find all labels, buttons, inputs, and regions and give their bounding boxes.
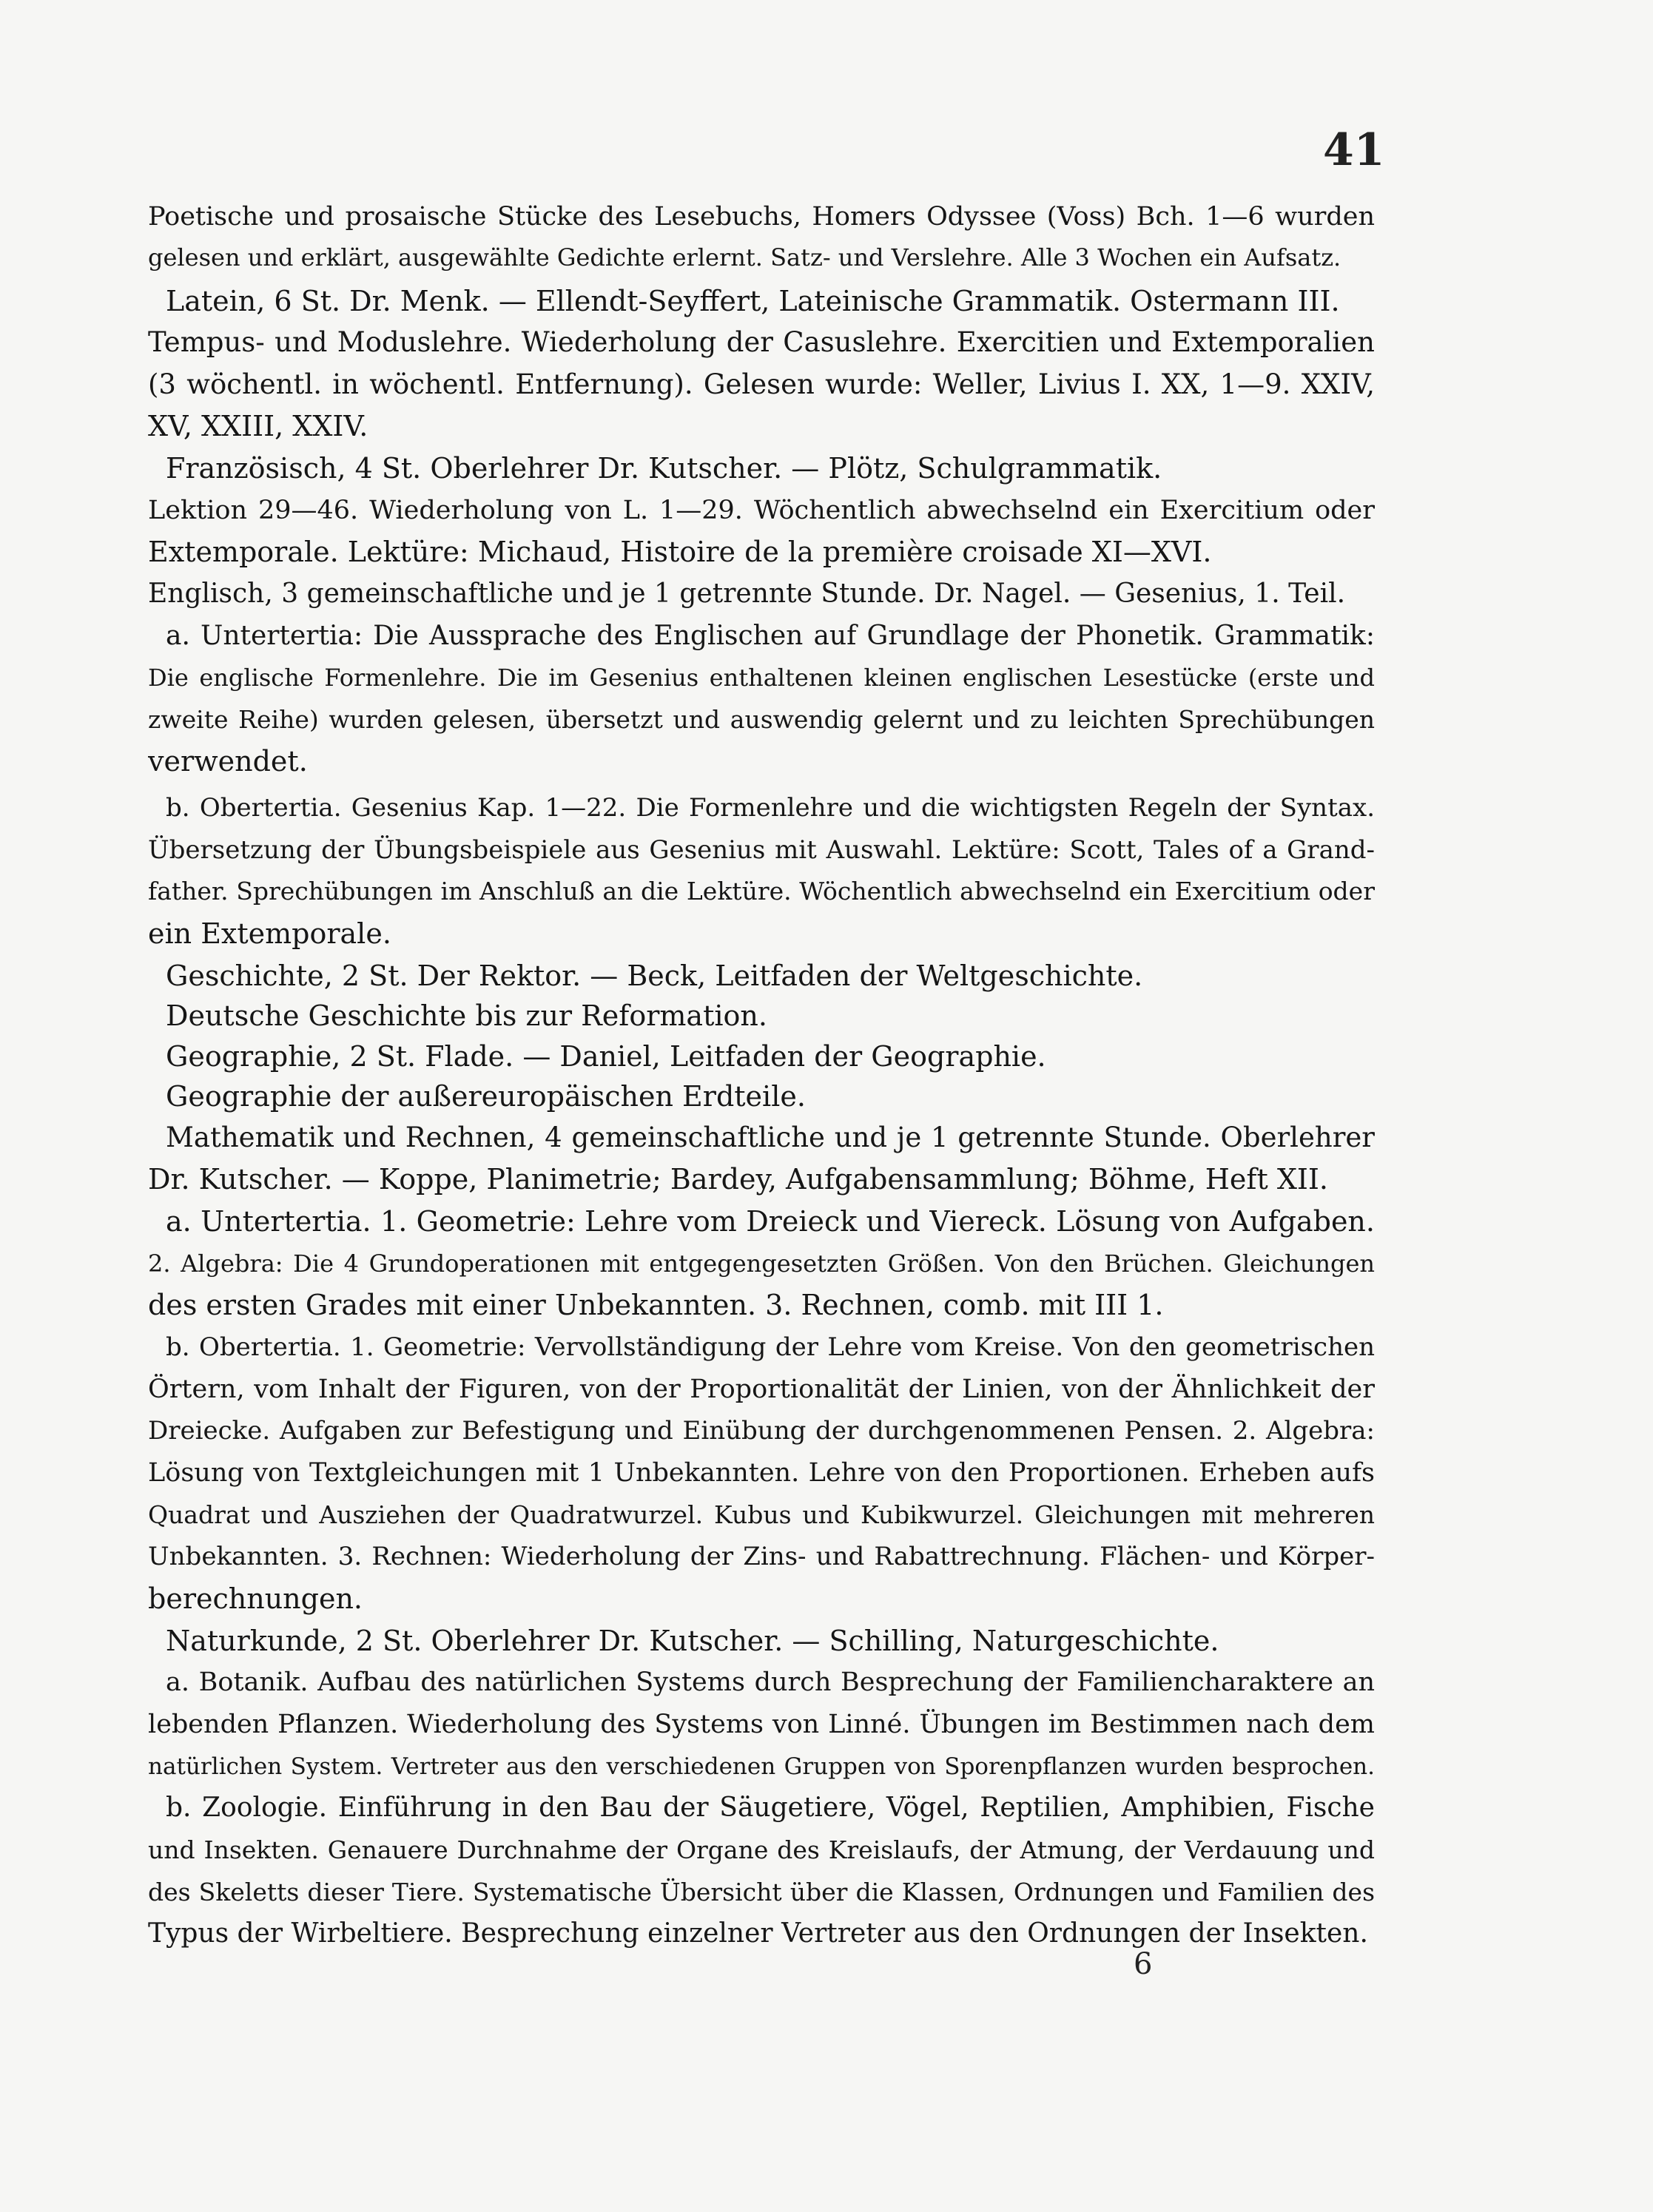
- text-line: zweite Reihe) wurden gelesen, übersetzt und auswendig gelernt und zu leichten Sprechübungen: [148, 705, 1375, 734]
- text-line: des Skeletts dieser Tiere. Systematische Übersicht über die Klassen, Ordnungen und Familien des: [148, 1878, 1375, 1906]
- text-line: berechnungen.: [148, 1582, 363, 1615]
- text-line: des ersten Grades mit einer Unbekannten. 3. Rechnen, comb. mit III 1.: [148, 1289, 1164, 1321]
- text-line: Französisch, 4 St. Oberlehrer Dr. Kutscher. — Plötz, Schulgrammatik.: [166, 452, 1162, 485]
- text-line: Unbekannten. 3. Rechnen: Wiederholung der Zins- und Rabattrechnung. Flächen- und Körper-: [148, 1542, 1375, 1571]
- text-line: Deutsche Geschichte bis zur Reformation.: [166, 999, 767, 1032]
- text-line: Örtern, vom Inhalt der Figuren, von der Proportionalität der Linien, von der Ähnlichkeit der: [148, 1375, 1375, 1404]
- text-line: verwendet.: [148, 745, 308, 778]
- text-line: Quadrat und Ausziehen der Quadratwurzel. Kubus und Kubikwurzel. Gleichungen mit mehreren: [148, 1500, 1375, 1529]
- text-line: Dr. Kutscher. — Koppe, Planimetrie; Bardey, Aufgabensammlung; Böhme, Heft XII.: [148, 1163, 1328, 1196]
- text-line: Poetische und prosaische Stücke des Lesebuchs, Homers Odyssee (Voss) Bch. 1—6 wurden: [148, 202, 1375, 232]
- text-line: (3 wöchentl. in wöchentl. Entfernung). Gelesen wurde: Weller, Livius I. XX, 1—9. XXIV,: [148, 368, 1375, 400]
- text-line: b. Obertertia. Gesenius Kap. 1—22. Die Formenlehre und die wichtigsten Regeln der Syntax.: [166, 793, 1375, 823]
- text-line: Übersetzung der Übungsbeispiele aus Gesenius mit Auswahl. Lektüre: Scott, Tales of a Grand-: [148, 835, 1375, 865]
- text-line: ein Extemporale.: [148, 917, 391, 950]
- text-line: a. Untertertia. 1. Geometrie: Lehre vom Dreieck und Viereck. Lösung von Aufgaben.: [166, 1205, 1375, 1238]
- text-line: Die englische Formenlehre. Die im Gesenius enthaltenen kleinen englischen Lesestücke (erste und: [148, 664, 1375, 692]
- text-line: gelesen und erklärt, ausgewählte Gedichte erlernt. Satz- und Verslehre. Alle 3 Wochen ein Aufsatz.: [148, 243, 1341, 272]
- text-line: lebenden Pflanzen. Wiederholung des Systems von Linné. Übungen im Bestimmen nach dem: [148, 1710, 1375, 1739]
- text-line: Lösung von Textgleichungen mit 1 Unbekannten. Lehre von den Proportionen. Erheben aufs: [148, 1458, 1375, 1488]
- text-line: a. Untertertia: Die Aussprache des Englischen auf Grundlage der Phonetik. Grammatik:: [166, 621, 1375, 651]
- text-line: Extemporale. Lektüre: Michaud, Histoire de la première croisade XI—XVI.: [148, 536, 1212, 568]
- page-number: 41: [1323, 124, 1385, 176]
- text-line: XV, XXIII, XXIV.: [148, 410, 368, 442]
- text-line: Dreiecke. Aufgaben zur Befestigung und Einübung der durchgenommenen Pensen. 2. Algebra:: [148, 1416, 1375, 1446]
- text-line: natürlichen System. Vertreter aus den verschiedenen Gruppen von Sporenpflanzen wurden besprochen.: [148, 1753, 1375, 1780]
- text-line: Geschichte, 2 St. Der Rektor. — Beck, Leitfaden der Weltgeschichte.: [166, 960, 1143, 992]
- text-line: Mathematik und Rechnen, 4 gemeinschaftliche und je 1 getrennte Stunde. Oberlehrer: [166, 1122, 1375, 1153]
- text-line: Naturkunde, 2 St. Oberlehrer Dr. Kutscher. — Schilling, Naturgeschichte.: [166, 1625, 1219, 1657]
- text-line: Geographie, 2 St. Flade. — Daniel, Leitfaden der Geographie.: [166, 1040, 1046, 1073]
- text-line: Geographie der außereuropäischen Erdteile.: [166, 1080, 806, 1113]
- text-line: Typus der Wirbeltiere. Besprechung einzelner Vertreter aus den Ordnungen der Insekten.: [148, 1918, 1368, 1949]
- text-line: b. Zoologie. Einführung in den Bau der Säugetiere, Vögel, Reptilien, Amphibien, Fische: [166, 1793, 1375, 1823]
- text-line: father. Sprechübungen im Anschluß an die Lektüre. Wöchentlich abwechselnd ein Exercitium oder: [148, 877, 1375, 906]
- text-line: Tempus- und Moduslehre. Wiederholung der Casuslehre. Exercitien und Extemporalien: [148, 326, 1375, 358]
- text-line: 2. Algebra: Die 4 Grundoperationen mit entgegengesetzten Größen. Von den Brüchen. Gleichungen: [148, 1250, 1375, 1278]
- text-line: Englisch, 3 gemeinschaftliche und je 1 getrennte Stunde. Dr. Nagel. — Gesenius, 1. Teil.: [148, 579, 1346, 609]
- text-line: und Insekten. Genauere Durchnahme der Organe des Kreislaufs, der Atmung, der Verdauung und: [148, 1835, 1375, 1864]
- text-line: a. Botanik. Aufbau des natürlichen Systems durch Besprechung der Familiencharaktere an: [166, 1668, 1375, 1697]
- text-line: Latein, 6 St. Dr. Menk. — Ellendt-Seyffert, Lateinische Grammatik. Ostermann III.: [166, 285, 1340, 317]
- text-line: b. Obertertia. 1. Geometrie: Vervollständigung der Lehre vom Kreise. Von den geometrischen: [166, 1332, 1375, 1362]
- signature-mark: 6: [1134, 1947, 1153, 1981]
- text-line: Lektion 29—46. Wiederholung von L. 1—29. Wöchentlich abwechselnd ein Exercitium oder: [148, 496, 1375, 525]
